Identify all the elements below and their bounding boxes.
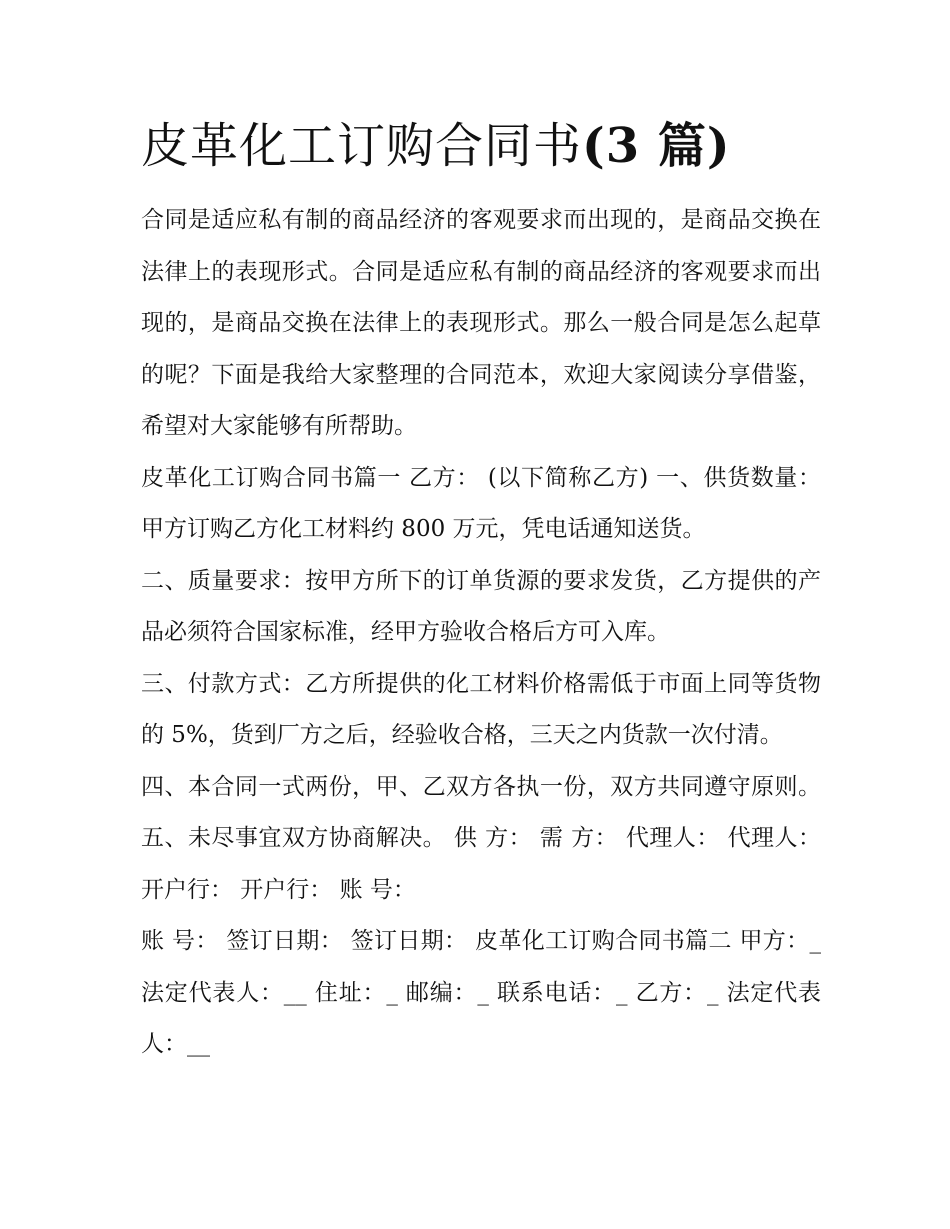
- document-title: [141, 112, 821, 180]
- document-page: [141, 112, 821, 1071]
- paragraph-payment: 三、付款方式：乙方所提供的化工材料价格需低于市面上同等货物的 5%，货到厂方之后，经验收合格，三天之内货款一次付清。: [141, 670, 821, 748]
- title-count: (3 篇): [582, 118, 731, 174]
- paragraph-part-one: 皮革化工订购合同书篇一 乙方： (以下简称乙方) 一、供货数量：甲方订购乙方化工材料约 800 万元，凭电话通知送货。: [141, 464, 821, 542]
- paragraph-intro: 合同是适应私有制的商品经济的客观要求而出现的，是商品交换在法律上的表现形式。合同是适应私有制的商品经济的客观要求而出现的，是商品交换在法律上的表现形式。那么一般合同是怎么起草的呢？下面是我给大家整理的合同范本，欢迎大家阅读分享借鉴，希望对大家能够有所帮助。: [141, 207, 821, 439]
- paragraph-copies: 四、本合同一式两份，甲、乙双方各执一份，双方共同遵守原则。 五、未尽事宜双方协商解决。 供 方： 需 方： 代理人： 代理人： 开户行： 开户行： 账 号：: [141, 773, 821, 903]
- paragraph-quality: 二、质量要求：按甲方所下的订单货源的要求发货，乙方提供的产品必须符合国家标准，经甲方验收合格后方可入库。: [141, 567, 821, 645]
- title-text: 皮革化工订购合同书: [141, 118, 583, 174]
- paragraph-signing: 账 号： 签订日期： 签订日期： 皮革化工订购合同书篇二 甲方：_ 法定代表人：__ 住址：_ 邮编：_ 联系电话：_ 乙方：_ 法定代表人：__: [141, 928, 821, 1057]
